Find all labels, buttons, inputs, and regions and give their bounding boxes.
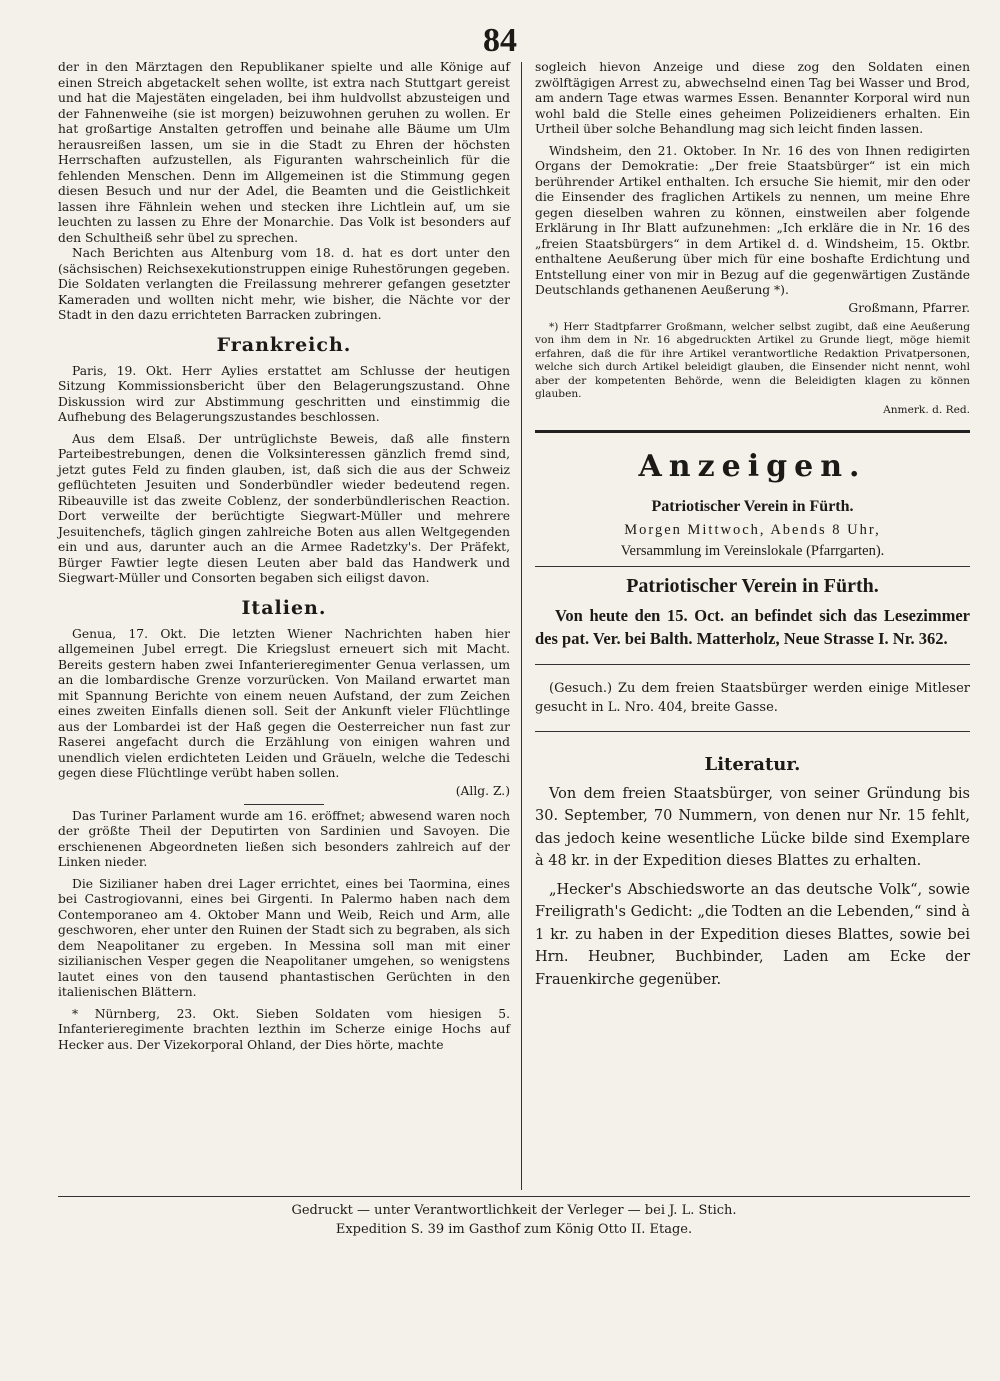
ad2-body: Von heute den 15. Oct. an befindet sich das Lesezimmer des pat. Ver. bei Balth. Matterholz, Neue Strasse I. Nr. 362. xyxy=(535,605,970,648)
right-column xyxy=(535,60,970,991)
elsass-paragraph: Aus dem Elsaß. Der untrüglichste Beweis, daß alle finstern Parteibestrebungen, denen die Volksinteressen gänzlich fremd sind, jetzt gutes Feld zu finden glauben, ist, daß sich die aus der Schweiz geflüchteten Jesuiten und Sonderbündler wieder bedeutend regen. Ribeauville ist das zweite Coblenz, der sonderbündlerischen Reaction. Dort verweilte der berüchtigte Siegwart-Müller und mehrere Jesuitenchefs, täglich gingen zahlreiche Boten aus allen Weltgegenden ein und aus, darunter auch an die Armee Radetzky's. Der Präfekt, Bürger Fawtier legte diesen Leuten aber bald das Handwerk und Siegwart-Müller und Consorten begaben sich eiligst davon. xyxy=(58,431,510,585)
turin-paragraph: Das Turiner Parlament wurde am 16. eröffnet; abwesend waren noch der größte Theil der Deputirten von Sardinien und Savoyen. Die erschienenen Abgeordneten ließen sich besonders zahlreich auf der Linken nieder. xyxy=(58,808,510,869)
gesuch-ad: (Gesuch.) Zu dem freien Staatsbürger werden einige Mitleser gesucht in L. Nro. 404, breite Gasse. xyxy=(535,680,970,715)
separator-line xyxy=(535,566,970,567)
separator-line xyxy=(244,804,324,805)
page-number: 84 xyxy=(483,22,517,59)
section-heading-italien: Italien. xyxy=(241,596,327,619)
ad1-title: Patriotischer Verein in Fürth. xyxy=(651,497,854,515)
ad1-line-2: Versammlung im Vereinslokale (Pfarrgarten). xyxy=(620,542,885,559)
literature-paragraph-1: Von dem freien Staatsbürger, von seiner Gründung bis 30. September, 70 Nummern, von denen nur Nr. 15 fehlt, das jedoch keine wesentliche Lücke bilde sind Exemplare à 48 kr. in der Expedition dieses Blattes zu erhalten. xyxy=(535,785,970,869)
separator-line xyxy=(535,664,970,665)
separator-line xyxy=(535,731,970,732)
imprint-line-2: Expedition S. 39 im Gasthof zum König Otto II. Etage. xyxy=(335,1222,693,1237)
windsheim-paragraph: Windsheim, den 21. Oktober. In Nr. 16 des von Ihnen redigirten Organs der Demokratie: „Der freie Staatsbürger“ ist ein mich berührender Artikel enthalten. Ich ersuche Sie hiemit, mir den oder die Einsender des fraglichen Artikels zu nennen, um meine Ehre gegen dieselben wahren zu können, einstweilen aber folgende Erklärung in Ihr Blatt aufzunehmen: „Ich erkläre die in Nr. 16 des „freien Staatsbürgers“ in dem Artikel d. d. Windsheim, 15. Oktbr. enthaltene Aeußerung über mich für eine boshafte Erdichtung und Entstellung einer von mir in Bezug auf die gegenwärtigen Zustände Deutschlands gethanenen Aeußerung *). xyxy=(535,143,970,297)
continuation-paragraph: sogleich hievon Anzeige und diese zog den Soldaten einen zwölftägigen Arrest zu, abwechselnd einen Tag bei Wasser und Brod, am andern Tage etwas warmes Essen. Benannter Korporal wird nun wohl bald die Stelle eines geheimen Polizeidieners erhalten. Ein Urtheil über solche Behandlung mag sich leicht finden lassen. xyxy=(535,60,970,136)
ads-top-rule xyxy=(535,430,970,433)
genua-paragraph: Genua, 17. Okt. Die letzten Wiener Nachrichten haben hier allgemeinen Jubel erregt. Die Kriegslust erneuert sich mit Macht. Bereits gestern haben zwei Infanterieregimenter Genua verlassen, um an die lombardische Grenze vorzurücken. Von Mailand erwartet man mit Spannung Berichte von einem neuen Aufstand, der zum Zeichen eines zweiten Einfalls dienen soll. Seit der Ankunft vieler Flüchtlinge aus der Lombardei ist der Haß gegen die Oesterreicher nun fast zur Raserei angefacht durch die Erzählung von einigen wahren und unendlich vielen erdichteten Leiden und Gräueln, welche die Tedeschi gegen diese Flüchtlinge verübt haben sollen. xyxy=(58,626,510,780)
altenburg-paragraph: Nach Berichten aus Altenburg vom 18. d. hat es dort unter den (sächsischen) Reichsexekutionstruppen einige Ruhestörungen gegeben. Die Soldaten verlangten die Freilassung mehrerer gefangen gesetzter Kameraden und wollten nicht mehr, wie bisher, die Nächte vor der Stadt in den dazu errichteten Barracken zubringen. xyxy=(58,246,510,322)
imprint-footer xyxy=(58,1196,970,1239)
footnote-signature: Anmerk. d. Red. xyxy=(883,403,970,416)
literature-heading: Literatur. xyxy=(704,753,801,775)
article-intro-paragraph: der in den Märztagen den Republikaner spielte und alle Könige auf einen Streich abgetackelt sehen wollte, ist extra nach Stuttgart gereist und hat die Majestäten eingeladen, bei ihm huldvollst abzusteigen und der Fahnenweihe (sie ist morgen) beizuwohnen geruhen zu wollen. Er hat großartige Anstalten getroffen und beinahe alle Bäume um Ulm herausreißen lassen, um sie in die Stadt zu Ehren der höchsten Herrschaften aufzustellen, als Figuranten wahrscheinlich für die fehlenden Menschen. Denn im Allgemeinen ist die Stimmung gegen diesen Besuch und nur der Adel, die Beamten und die Geistlichkeit lassen ihre Fähnlein wehen und stecken ihre Lichtlein auf, um sie leuchten zu lassen zu Ehre der Monarchie. Das Volk ist besonders auf den Schultheiß sehr übel zu sprechen. xyxy=(58,60,510,245)
imprint-line-1: Gedruckt — unter Verantwortlichkeit der Verleger — bei J. L. Stich. xyxy=(291,1203,737,1218)
ads-heading: Anzeigen. xyxy=(638,448,867,484)
editor-footnote xyxy=(535,321,970,416)
paris-paragraph: Paris, 19. Okt. Herr Aylies erstattet am Schlusse der heutigen Sitzung Kommissionsbericht über den Belagerungszustand. Ohne Diskussion wird zur Abstimmung geschritten und einstimmig die Aufhebung des Belagerungszustandes beschlossen. xyxy=(58,363,510,424)
windsheim-signature: Großmann, Pfarrer. xyxy=(848,300,970,315)
column-divider xyxy=(521,62,522,1190)
literature-section xyxy=(535,754,970,992)
section-heading-frankreich: Frankreich. xyxy=(216,333,352,356)
footnote-text: *) Herr Stadtpfarrer Großmann, welcher selbst zugibt, daß eine Aeußerung von ihm dem in Nr. 16 abgedruckten Artikel zu Grunde liegt, möge hiemit erfahren, daß die für ihre Artikel verantwortliche Redaktion Privatpersonen, welche sich durch Artikel beleidigt glauben, die Einsender nicht nennt, wohl aber der kompetenten Behörde, wenn die Beleidigten klagen zu können glauben. xyxy=(535,320,970,400)
genua-source: (Allg. Z.) xyxy=(455,783,510,798)
literature-paragraph-2: „Hecker's Abschiedsworte an das deutsche Volk“, sowie Freiligrath's Gedicht: „die Todten an die Lebenden,“ sind à 1 kr. zu haben in der Expedition dieses Blattes, sowie bei Hrn. Heubner, Buchbinder, Laden am Ecke der Frauenkirche gegenüber. xyxy=(535,881,970,988)
left-column xyxy=(58,60,510,1053)
sizilien-paragraph: Die Sizilianer haben drei Lager errichtet, eines bei Taormina, eines bei Castrogiovanni, eines bei Girgenti. In Palermo haben nach dem Contemporaneo am 4. Oktober Mann und Weib, Reich und Arm, alle geschworen, eher unter den Ruinen der Stadt sich zu begraben, als sich dem Neapolitaner zu ergeben. In Messina soll man mit einer sizilianischen Vesper gegen die Neapolitaner umgehen, so wenigstens lautet eines von den tausend phantastischen Gerüchten in den italienischen Blättern. xyxy=(58,876,510,999)
ad2-title: Patriotischer Verein in Fürth. xyxy=(626,574,879,597)
nuernberg-paragraph: * Nürnberg, 23. Okt. Sieben Soldaten vom hiesigen 5. Infanterieregimente brachten lezthin im Scherze einige Hochs auf Hecker aus. Der Vizekorporal Ohland, der Dies hörte, machte xyxy=(58,1006,510,1052)
ad1-line-1: Morgen Mittwoch, Abends 8 Uhr, xyxy=(624,521,881,538)
